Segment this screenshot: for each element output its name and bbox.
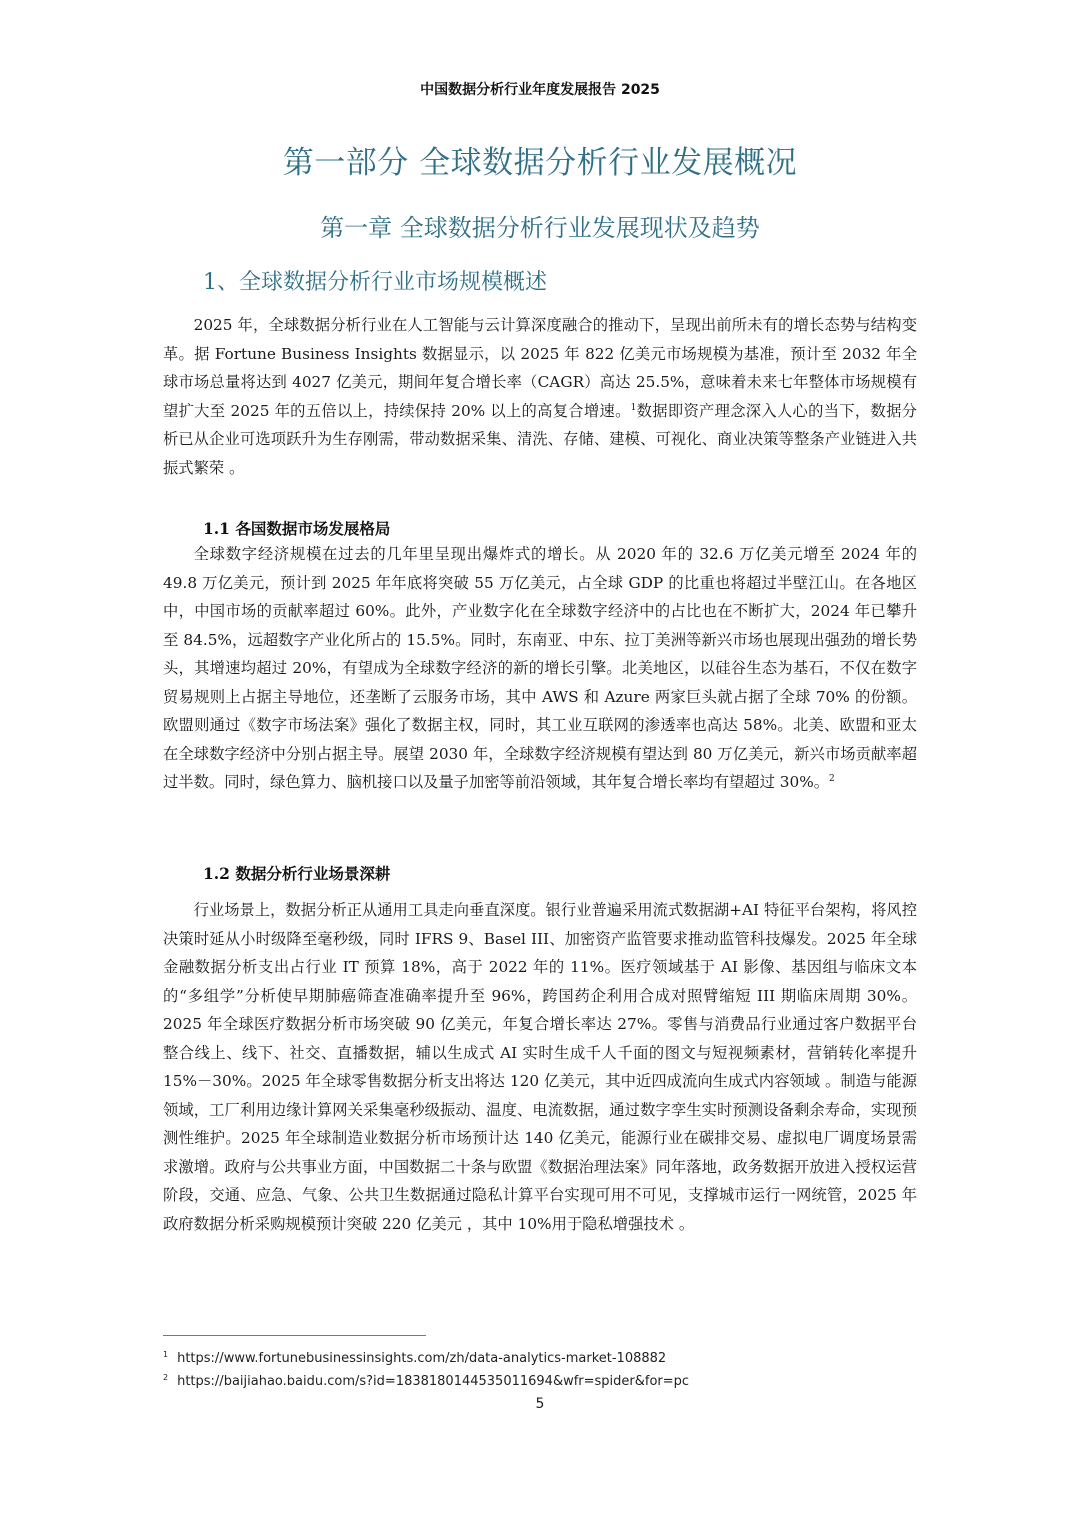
footnote-number: 2 bbox=[163, 1373, 169, 1382]
footnote-divider bbox=[163, 1335, 426, 1336]
intro-text-tail: 数据即资产理念深入人心的当下，数据分析已从企业可选项跃升为生存刚需，带动数据采集、清洗、存储、建模、可视化、商业决策等整条产业链进入共振式繁荣 。 bbox=[163, 401, 917, 477]
intro-text: 2025 年，全球数据分析行业在人工智能与云计算深度融合的推动下，呈现出前所未有的增长态势与结构变革。据 Fortune Business Insights 数据显示，以 2025 年 822 亿美元市场规模为基准，预计至 2032 年全球市场总量将达到 4027 亿美元，期间年复合增长率（CAGR）高达 25.5%，意味着未来七年整体市场规模有望扩大至 2025 年的五倍以上，持续保持 20% 以上的高复合增速。 bbox=[163, 316, 917, 420]
subsection-1-2-paragraph bbox=[163, 896, 917, 1238]
chapter-title: 第一章 全球数据分析行业发展现状及趋势 bbox=[320, 214, 760, 242]
footnote-ref-1[interactable]: 1 bbox=[630, 402, 637, 413]
part-title: 第一部分 全球数据分析行业发展概况 bbox=[282, 145, 798, 181]
footnote-link[interactable]: https://www.fortunebusinessinsights.com/zh/data-analytics-market-108882 bbox=[177, 1351, 667, 1366]
footnote-2 bbox=[163, 1373, 689, 1389]
footnote-1 bbox=[163, 1350, 666, 1366]
subsection-heading-1-1: 1.1 各国数据市场发展格局 bbox=[203, 519, 391, 538]
running-header: 中国数据分析行业年度发展报告 2025 bbox=[420, 82, 660, 98]
intro-paragraph bbox=[163, 311, 917, 482]
page-number: 5 bbox=[535, 1396, 545, 1412]
subsection-heading-1-2: 1.2 数据分析行业场景深耕 bbox=[203, 864, 391, 883]
section-title: 1、全球数据分析行业市场规模概述 bbox=[203, 270, 547, 295]
subsection-1-2-text: 行业场景上，数据分析正从通用工具走向垂直深度。银行业普遍采用流式数据湖+AI 特征平台架构，将风控决策时延从小时级降至毫秒级，同时 IFRS 9、Basel III、加密资产监管要求推动监管科技爆发。2025 年全球金融数据分析支出占行业 IT 预算 18%，高于 2022 年的 11%。医疗领域基于 AI 影像、基因组与临床文本的“多组学”分析使早期肺癌筛查准确率提升至 96%，跨国药企利用合成对照臂缩短 III 期临床周期 30%。2025 年全球医疗数据分析市场突破 90 亿美元，年复合增长率达 27%。零售与消费品行业通过客户数据平台整合线上、线下、社交、直播数据，辅以生成式 AI 实时生成千人千面的图文与短视频素材，营销转化率提升 15%－30%。2025 年全球零售数据分析支出将达 120 亿美元，其中近四成流向生成式内容领域 。制造与能源领域，工厂利用边缘计算网关采集毫秒级振动、温度、电流数据，通过数字孪生实时预测设备剩余寿命，实现预测性维护。2025 年全球制造业数据分析市场预计达 140 亿美元，能源行业在碳排交易、虚拟电厂调度场景需求激增。政府与公共事业方面，中国数据二十条与欧盟《数据治理法案》同年落地，政务数据开放进入授权运营阶段，交通、应急、气象、公共卫生数据通过隐私计算平台实现可用不可见，支撑城市运行一网统管，2025 年政府数据分析采购规模预计突破 220 亿美元 ，其中 10%用于隐私增强技术 。 bbox=[163, 901, 917, 1233]
subsection-1-1-paragraph bbox=[163, 540, 917, 797]
footnote-ref-2[interactable]: 2 bbox=[829, 774, 835, 784]
footnote-link[interactable]: https://baijiahao.baidu.com/s?id=1838180144535011694&wfr=spider&for=pc bbox=[177, 1374, 690, 1389]
subsection-1-1-text: 全球数字经济规模在过去的几年里呈现出爆炸式的增长。从 2020 年的 32.6 万亿美元增至 2024 年的 49.8 万亿美元，预计到 2025 年年底将突破 55 万亿美元，占全球 GDP 的比重也将超过半壁江山。在各地区中，中国市场的贡献率超过 60%。此外，产业数字化在全球数字经济中的占比也在不断扩大，2024 年已攀升至 84.5%，远超数字产业化所占的 15.5%。同时，东南亚、中东、拉丁美洲等新兴市场也展现出强劲的增长势头，其增速均超过 20%，有望成为全球数字经济的新的增长引擎。北美地区，以硅谷生态为基石，不仅在数字贸易规则上占据主导地位，还垄断了云服务市场，其中 AWS 和 Azure 两家巨头就占据了全球 70% 的份额。欧盟则通过《数字市场法案》强化了数据主权，同时，其工业互联网的渗透率也高达 58%。北美、欧盟和亚太在全球数字经济中分别占据主导。展望 2030 年，全球数字经济规模有望达到 80 万亿美元，新兴市场贡献率超过半数。同时，绿色算力、脑机接口以及量子加密等前沿领域，其年复合增长率均有望超过 30%。 bbox=[163, 545, 917, 791]
footnote-number: 1 bbox=[163, 1350, 169, 1359]
